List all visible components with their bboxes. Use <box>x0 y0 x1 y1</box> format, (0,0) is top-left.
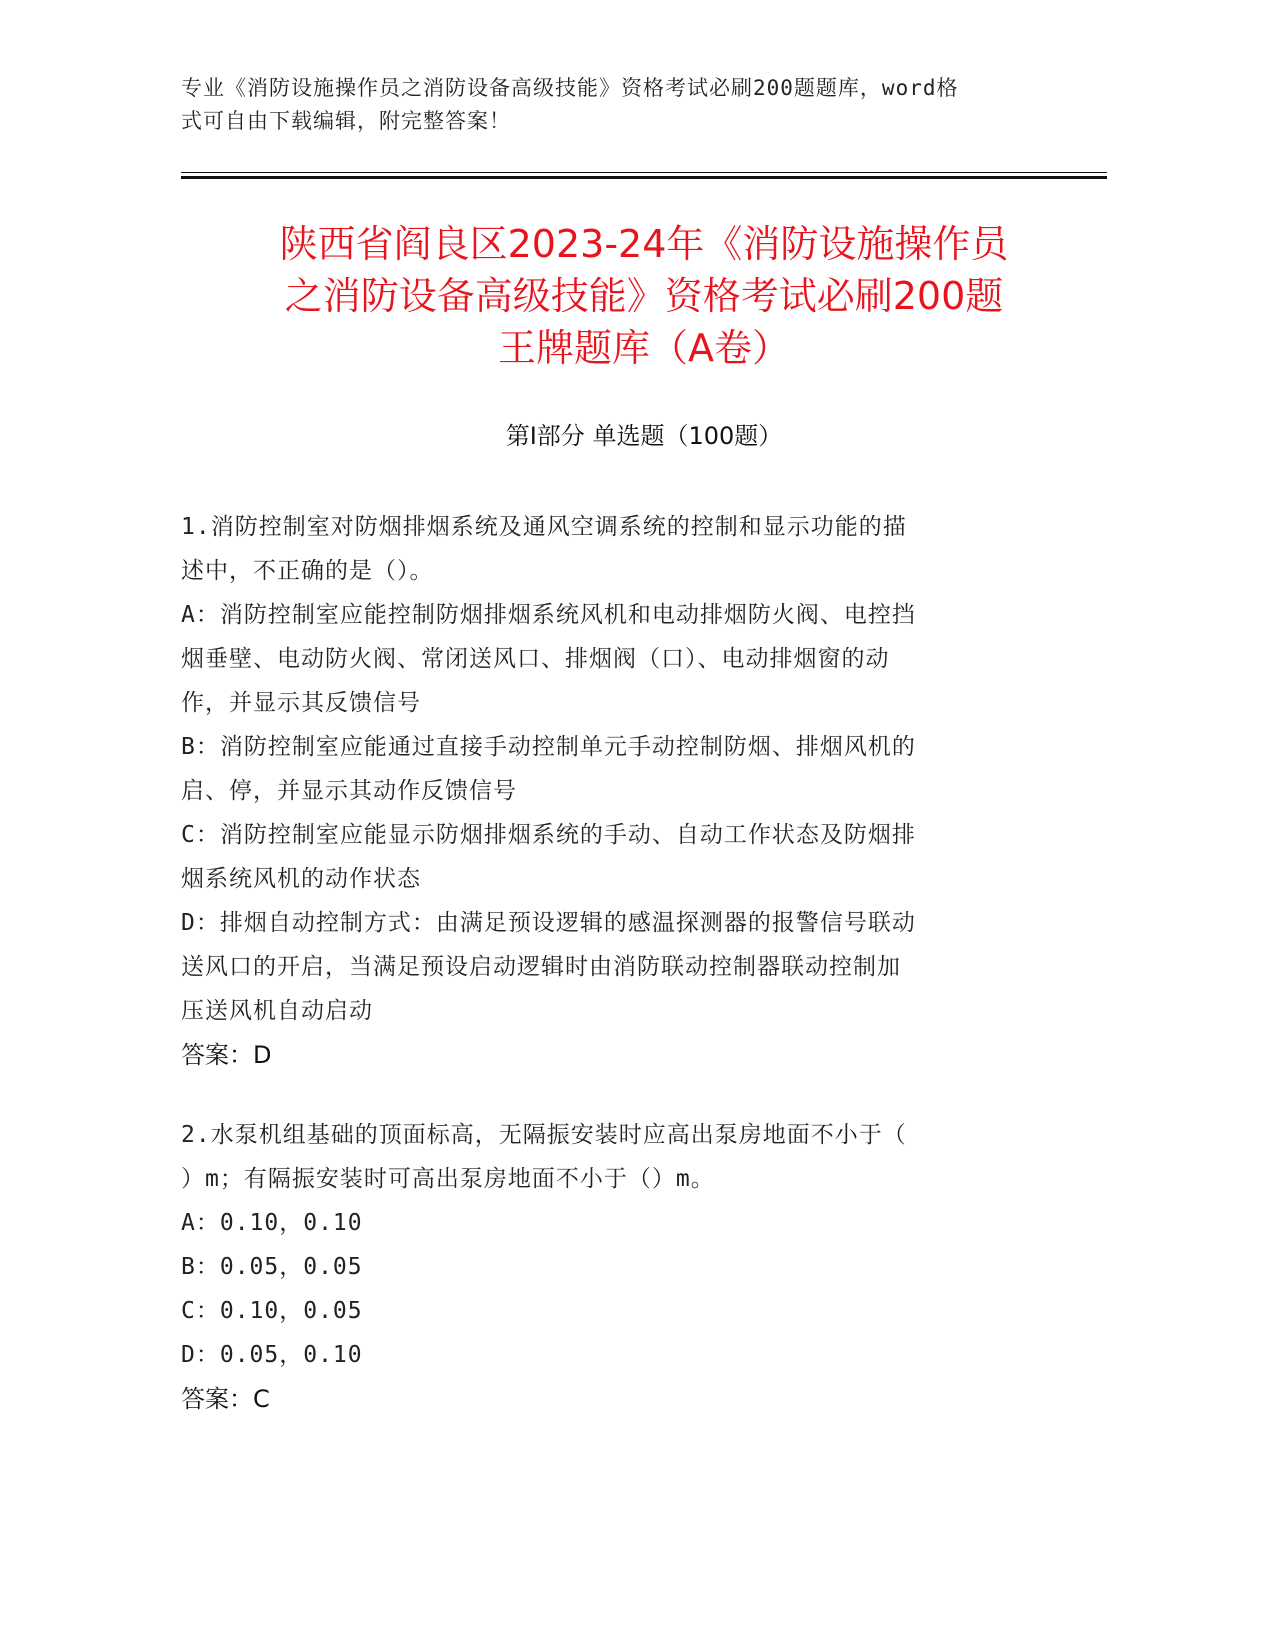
option-d: 送风口的开启，当满足预设启动逻辑时由消防联动控制器联动控制加 <box>181 954 901 980</box>
option-b: B：0.05，0.05 <box>181 1254 363 1280</box>
option-b: 启、停，并显示其动作反馈信号 <box>181 778 517 804</box>
header-divider-thin <box>181 172 1107 173</box>
option-c: C：0.10，0.05 <box>181 1298 363 1324</box>
header-note-line: 式可自由下载编辑，附完整答案！ <box>181 109 511 133</box>
option-a: A：0.10，0.10 <box>181 1210 363 1236</box>
option-a: 烟垂壁、电动防火阀、常闭送风口、排烟阀（口）、电动排烟窗的动 <box>181 646 890 672</box>
header-note-line: 专业《消防设施操作员之消防设备高级技能》资格考试必刷200题题库，word格 <box>181 76 959 100</box>
question-stem: ）m；有隔振安装时可高出泵房地面不小于（）m。 <box>181 1166 715 1192</box>
option-d: 压送风机自动启动 <box>181 998 373 1024</box>
option-a: 作，并显示其反馈信号 <box>181 690 421 716</box>
option-d: D：0.05，0.10 <box>181 1342 363 1368</box>
section-title: 第Ⅰ部分 单选题（100题） <box>505 422 783 450</box>
answer: 答案：C <box>181 1385 270 1413</box>
title-line: 王牌题库（A卷） <box>498 326 790 370</box>
question-stem: 1.消防控制室对防烟排烟系统及通风空调系统的控制和显示功能的描 <box>181 514 907 540</box>
question-1 <box>181 505 1041 1077</box>
title-line: 陕西省阎良区2023-24年《消防设施操作员 <box>279 222 1009 266</box>
question-stem: 述中，不正确的是（）。 <box>181 558 434 584</box>
question-2 <box>181 1113 1041 1421</box>
option-a: A：消防控制室应能控制防烟排烟系统风机和电动排烟防火阀、电控挡 <box>181 602 916 628</box>
answer: 答案：D <box>181 1041 272 1069</box>
document-title <box>181 218 1107 374</box>
option-c: C：消防控制室应能显示防烟排烟系统的手动、自动工作状态及防烟排 <box>181 822 916 848</box>
option-c: 烟系统风机的动作状态 <box>181 866 421 892</box>
header-note <box>181 72 1041 138</box>
option-d: D：排烟自动控制方式：由满足预设逻辑的感温探测器的报警信号联动 <box>181 910 916 936</box>
header-divider-thick <box>181 176 1107 179</box>
question-stem: 2.水泵机组基础的顶面标高，无隔振安装时应高出泵房地面不小于（ <box>181 1122 907 1148</box>
option-b: B：消防控制室应能通过直接手动控制单元手动控制防烟、排烟风机的 <box>181 734 916 760</box>
title-line: 之消防设备高级技能》资格考试必刷200题 <box>284 274 1004 318</box>
